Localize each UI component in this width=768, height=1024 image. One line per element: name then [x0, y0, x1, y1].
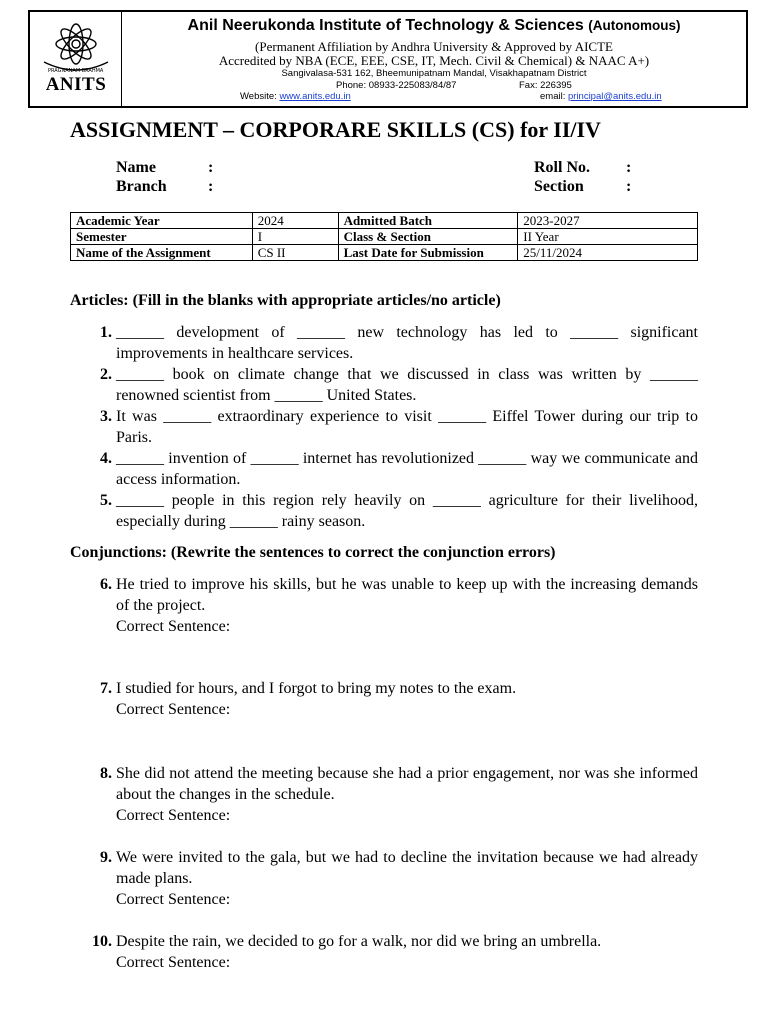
website-line: Website: www.anits.edu.in [240, 91, 351, 102]
table-cell: Admitted Batch [338, 213, 518, 229]
section-field-colon: : [626, 178, 632, 195]
question-item [90, 364, 698, 406]
table-cell: II Year [518, 229, 698, 245]
name-field-label: Name [116, 159, 156, 176]
branch-field-label: Branch [116, 178, 167, 195]
logo-motto: PRAGNANAM BRAHMA [48, 68, 104, 74]
institute-header [28, 10, 748, 108]
fax-line: Fax: 226395 [519, 80, 572, 91]
table-cell: Last Date for Submission [338, 245, 518, 261]
assignment-info-table [70, 212, 698, 261]
institute-details [126, 12, 742, 106]
roll-number-field-label: Roll No. [534, 159, 590, 176]
table-cell: Academic Year [71, 213, 253, 229]
table-cell: CS II [252, 245, 338, 261]
question-number: 8. [100, 765, 112, 782]
question-number: 1. [100, 324, 112, 341]
logo-wordmark: ANITS [45, 74, 107, 95]
email-line: email: principal@anits.edu.in [540, 91, 662, 102]
correct-sentence-label: Correct Sentence: [116, 807, 231, 824]
question-item [90, 322, 698, 364]
question-item [90, 490, 698, 532]
table-cell: Name of the Assignment [71, 245, 253, 261]
name-field-colon: : [208, 159, 214, 176]
question-number: 5. [100, 492, 112, 509]
correct-sentence-label: Correct Sentence: [116, 618, 231, 635]
correct-sentence-label: Correct Sentence: [116, 954, 231, 971]
question-text: Despite the rain, we decided to go for a walk, nor did we bring an umbrella. [116, 933, 602, 950]
table-cell: I [252, 229, 338, 245]
question-number: 7. [100, 680, 112, 697]
table-row [71, 229, 698, 245]
question-item [90, 406, 698, 448]
email-link[interactable]: principal@anits.edu.in [567, 91, 662, 102]
question-item [90, 847, 698, 910]
question-item [90, 931, 698, 973]
page-title: ASSIGNMENT – CORPORARE SKILLS (CS) for II/IV [70, 117, 601, 142]
lotus-emblem-icon [38, 18, 114, 76]
accreditation-line: Accredited by NBA (ECE, EEE, CSE, IT, Mech. Civil & Chemical) & NAAC A+) [218, 53, 650, 68]
autonomous-label: (Autonomous) [588, 18, 681, 33]
question-text: ______ book on climate change that we discussed in class was written by ______ renowned scientist from ______ United States. [116, 366, 698, 404]
website-link[interactable]: www.anits.edu.in [279, 91, 351, 102]
question-item [90, 574, 698, 637]
question-text: He tried to improve his skills, but he was unable to keep up with the increasing demands of the project. [116, 576, 698, 614]
question-item [90, 448, 698, 490]
table-cell: 25/11/2024 [518, 245, 698, 261]
table-cell: 2023-2027 [518, 213, 698, 229]
question-number: 10. [92, 933, 112, 950]
question-item [90, 678, 698, 720]
question-number: 2. [100, 366, 112, 383]
table-cell: Semester [71, 229, 253, 245]
table-cell: Class & Section [338, 229, 518, 245]
question-text: It was ______ extraordinary experience to visit ______ Eiffel Tower during our trip to Paris. [116, 408, 698, 446]
conjunctions-heading: Conjunctions: (Rewrite the sentences to correct the conjunction errors) [70, 544, 556, 561]
articles-heading: Articles: (Fill in the blanks with appropriate articles/no article) [70, 292, 501, 309]
roll-number-field-colon: : [626, 159, 632, 176]
address-line: Sangivalasa-531 162, Bheemunipatnam Mandal, Visakhapatnam District [281, 68, 587, 79]
question-text: I studied for hours, and I forgot to bring my notes to the exam. [116, 680, 517, 697]
question-item [90, 763, 698, 826]
phone-line: Phone: 08933-225083/84/87 [336, 80, 457, 91]
question-text: ______ development of ______ new technology has led to ______ significant improvements in healthcare services. [116, 324, 698, 362]
question-text: ______ invention of ______ internet has revolutionized ______ way we communicate and access information. [116, 450, 698, 488]
question-number: 3. [100, 408, 112, 425]
institute-name: Anil Neerukonda Institute of Technology & Sciences (Autonomous) [187, 17, 681, 34]
question-number: 9. [100, 849, 112, 866]
question-text: We were invited to the gala, but we had to decline the invitation because we had already made plans. [116, 849, 698, 887]
question-number: 4. [100, 450, 112, 467]
table-row [71, 213, 698, 229]
branch-field-colon: : [208, 178, 214, 195]
section-field-label: Section [534, 178, 584, 195]
correct-sentence-label: Correct Sentence: [116, 701, 231, 718]
correct-sentence-label: Correct Sentence: [116, 891, 231, 908]
institute-logo [30, 12, 122, 106]
table-cell: 2024 [252, 213, 338, 229]
table-row [71, 245, 698, 261]
question-number: 6. [100, 576, 112, 593]
affiliation-line: (Permanent Affiliation by Andhra University & Approved by AICTE [255, 39, 613, 54]
question-text: She did not attend the meeting because she had a prior engagement, nor was she informed about the changes in the schedule. [116, 765, 698, 803]
question-text: ______ people in this region rely heavily on ______ agriculture for their livelihood, especially during ______ rainy season. [116, 492, 698, 530]
